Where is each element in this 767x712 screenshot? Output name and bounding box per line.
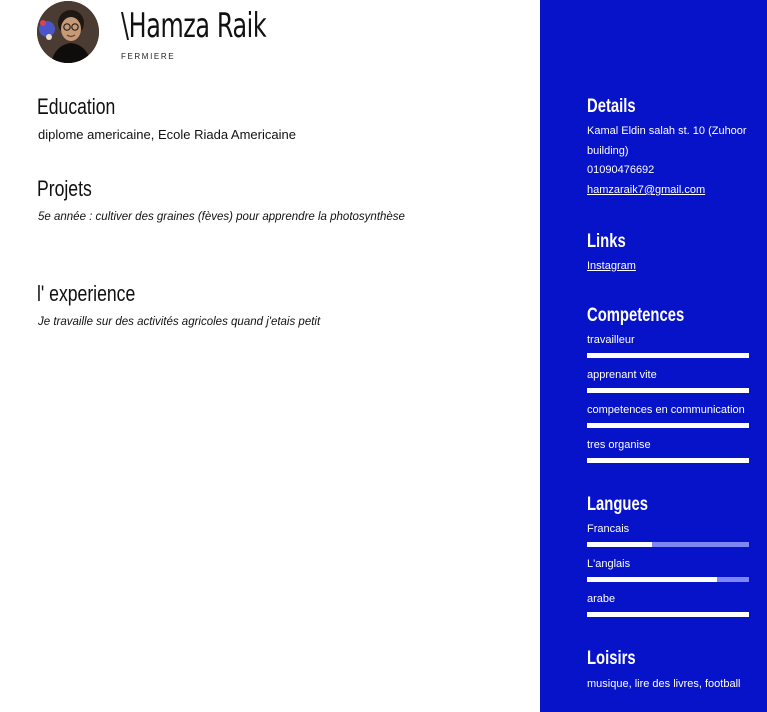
experience-heading: l' experience [37, 281, 136, 306]
skill-bar [587, 388, 749, 393]
skill-bar [587, 458, 749, 463]
links-heading: Links [587, 231, 626, 252]
address-line-2: building) [587, 145, 629, 157]
language-bar [587, 612, 749, 617]
skill-bar-fill [587, 423, 749, 428]
skill-bar-fill [587, 458, 749, 463]
skill-bar-fill [587, 388, 749, 393]
education-text: diplome americaine, Ecole Riada Americaine [38, 127, 296, 142]
experience-text: Je travaille sur des activités agricoles quand j'etais petit [38, 316, 321, 328]
projects-heading: Projets [37, 176, 92, 201]
language-bar [587, 542, 749, 547]
skill-bar [587, 423, 749, 428]
skill-label: apprenant vite [587, 369, 657, 381]
email-link[interactable]: hamzaraik7@gmail.com [587, 184, 706, 196]
address-line-1: Kamal Eldin salah st. 10 (Zuhoor [587, 125, 747, 137]
language-bar-fill [587, 577, 717, 582]
skill-bar-fill [587, 353, 749, 358]
education-heading: Education [37, 94, 116, 119]
language-label: arabe [587, 593, 616, 605]
languages-heading: Langues [587, 494, 648, 515]
projects-text: 5e année : cultiver des graines (fèves) pour apprendre la photosynthèse [38, 211, 405, 223]
language-label: L'anglais [587, 558, 631, 570]
language-label: Francais [587, 523, 630, 535]
instagram-link[interactable]: Instagram [587, 260, 636, 272]
language-bar [587, 577, 749, 582]
skill-label: tres organise [587, 439, 651, 451]
hobbies-text: musique, lire des livres, football [587, 678, 741, 690]
details-heading: Details [587, 96, 636, 117]
hobbies-heading: Loisirs [587, 648, 636, 669]
language-bar-fill [587, 612, 749, 617]
job-title: FERMIERE [121, 52, 176, 61]
skill-label: travailleur [587, 334, 635, 346]
resume-name: \Hamza Raik [121, 6, 267, 46]
skills-heading: Competences [587, 305, 685, 326]
phone-number: 01090476692 [587, 164, 655, 176]
skill-label: competences en communication [587, 404, 745, 416]
avatar [37, 1, 99, 63]
language-bar-fill [587, 542, 652, 547]
profile-photo [37, 1, 99, 63]
skill-bar [587, 353, 749, 358]
sidebar [540, 0, 767, 712]
